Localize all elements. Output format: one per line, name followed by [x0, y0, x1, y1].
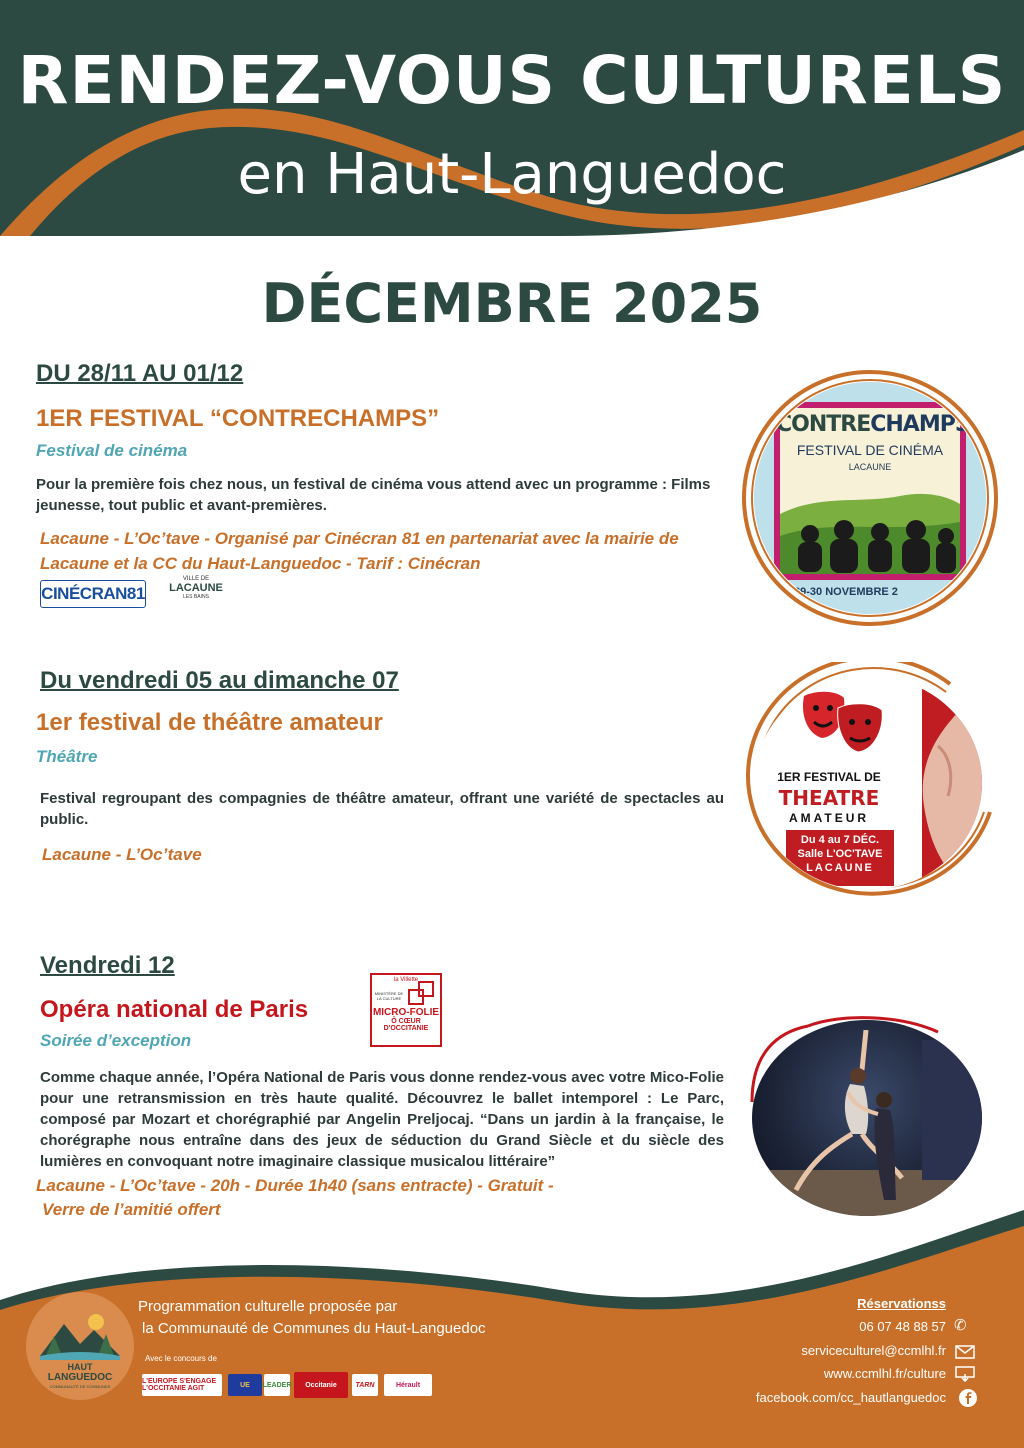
lacaune-logo-top: VILLE DE	[182, 576, 210, 582]
badge-ministry: MINISTÈRE DE LA CULTURE	[374, 991, 404, 1001]
event-3-place-line2: Verre de l’amitié offert	[42, 1200, 221, 1219]
event-2-title: 1er festival de théâtre amateur	[36, 709, 383, 736]
email-link[interactable]: serviceculturel@ccmlhl.fr	[801, 1343, 946, 1358]
event-3-type: Soirée d’exception	[40, 1031, 192, 1050]
logo-name2: LANGUEDOC	[47, 1372, 113, 1383]
logo-mountains-icon	[40, 1310, 120, 1360]
poster1-brand-b: CHAMPS	[870, 412, 970, 437]
cinecran-logo	[40, 580, 146, 608]
poster2-line1: 1ER FESTIVAL DE	[777, 770, 881, 784]
haut-languedoc-logo	[26, 1292, 134, 1400]
cinecran-logo-text: CINÉCRAN81	[41, 584, 145, 603]
event-2-description: Festival regroupant des compagnies de théâtre amateur, offrant une variété de spectacles au public.	[40, 790, 724, 828]
facebook-icon	[958, 1388, 978, 1408]
footer-support: Avec le concours de	[145, 1354, 217, 1363]
email-icon	[955, 1343, 975, 1359]
poster1-dates: 29-30 NOVEMBRE 2	[794, 586, 898, 598]
footer	[0, 1210, 1024, 1448]
poster2-line2: THEATRE	[778, 786, 880, 810]
dancers-figure	[792, 1030, 932, 1210]
footer-line1: Programmation culturelle proposée par	[138, 1298, 398, 1315]
poster1-hills	[780, 474, 960, 574]
event-3-title: Opéra national de Paris	[40, 996, 309, 1023]
facebook-link[interactable]: facebook.com/cc_hautlanguedoc	[755, 1390, 946, 1405]
partner-ue: UE	[228, 1374, 262, 1396]
logo-tag: COMMUNAUTÉ DE COMMUNES	[49, 1384, 111, 1389]
theatre-poster	[754, 676, 982, 890]
event-2-type: Théâtre	[36, 747, 98, 766]
lacaune-logo-name: LACAUNE	[169, 582, 223, 594]
partner-leader: LEADER	[264, 1374, 290, 1396]
website-icon	[955, 1366, 975, 1382]
poster2-line5: Salle L'OC'TAVE	[797, 848, 883, 860]
logo-name1: HAUT	[67, 1362, 93, 1372]
micro-folie-badge	[370, 973, 442, 1047]
badge-name: MICRO-FOLIE	[372, 1007, 440, 1018]
event-1-description: Pour la première fois chez nous, un festival de cinéma vous attend avec un programme : Films jeunesse, tout public et avant-premières.	[36, 476, 711, 514]
event-3-description: Comme chaque année, l’Opéra National de Paris vous donne rendez-vous avec votre Mico-Folie pour une retransmission en très haute qualité. Découvrez le ballet intemporel : Le Parc, composé par Mozart et chorégraphié par Angelin Preljocaj. “Dans un jardin à la française, le chorégraphe nous entraîne dans des jeux de séduction du Grand Siècle et du siècle des lumières en convoquant notre imaginaire classique musicalou littéraire”	[40, 1069, 724, 1170]
page-subtitle: en Haut-Languedoc	[237, 142, 787, 207]
partner-herault: Hérault	[384, 1374, 432, 1396]
poster1-town: LACAUNE	[848, 462, 892, 472]
partner-occitanie: Occitanie	[294, 1372, 348, 1398]
poster2-hand	[904, 706, 982, 876]
poster2-line4: Du 4 au 7 DÉC.	[800, 834, 880, 846]
partner-europe-occitanie: L'EUROPE S'ENGAGE L'OCCITANIE AGIT	[142, 1374, 222, 1396]
badge-sub2: D'OCCITANIE	[383, 1025, 429, 1032]
event-3-date: Vendredi 12	[40, 952, 175, 979]
event-1-type: Festival de cinéma	[36, 441, 188, 460]
event-2-place: Lacaune - L’Oc’tave	[42, 845, 202, 864]
poster2-line6: LACAUNE	[806, 862, 874, 874]
header-banner	[0, 0, 1024, 236]
event-2-date: Du vendredi 05 au dimanche 07	[40, 667, 399, 694]
phone-icon: ✆	[954, 1317, 967, 1334]
partner-tarn: TARN	[352, 1374, 378, 1396]
ballet-photo	[752, 1020, 982, 1216]
page-title: RENDEZ-VOUS CULTURELS	[17, 42, 1007, 119]
website-link[interactable]: www.ccmlhl.fr/culture	[823, 1366, 946, 1381]
event-3-place-line1: Lacaune - L’Oc’tave - 20h - Durée 1h40 (sans entracte) - Gratuit -	[36, 1176, 554, 1195]
month-heading: DÉCEMBRE 2025	[261, 272, 763, 335]
badge-sub1: Ô CŒUR	[391, 1018, 421, 1025]
badge-top: la Villette	[393, 977, 419, 983]
event-1-place: Lacaune - L’Oc’tave - Organisé par Cinécran 81 en partenariat avec la mairie de Lacaune et la CC du Haut-Languedoc - Tarif : Cinécran	[40, 529, 679, 573]
poster1-brand-a: CONTRE	[776, 412, 871, 437]
lacaune-logo	[166, 576, 226, 612]
poster1-kind: FESTIVAL DE CINÉMA	[796, 442, 944, 458]
reservations-heading: Réservationss	[857, 1296, 946, 1311]
lacaune-logo-sub: LES BAINS	[183, 594, 209, 600]
phone-number: 06 07 48 88 57	[859, 1319, 946, 1334]
contrechamps-poster	[754, 382, 986, 614]
poster2-masks-icon	[798, 688, 888, 758]
event-1-date: DU 28/11 AU 01/12	[36, 360, 244, 387]
footer-line2: la Communauté de Communes du Haut-Languedoc	[142, 1320, 486, 1337]
event-1-title: 1ER FESTIVAL “CONTRECHAMPS”	[36, 405, 440, 432]
poster2-line3: AMATEUR	[788, 811, 870, 825]
